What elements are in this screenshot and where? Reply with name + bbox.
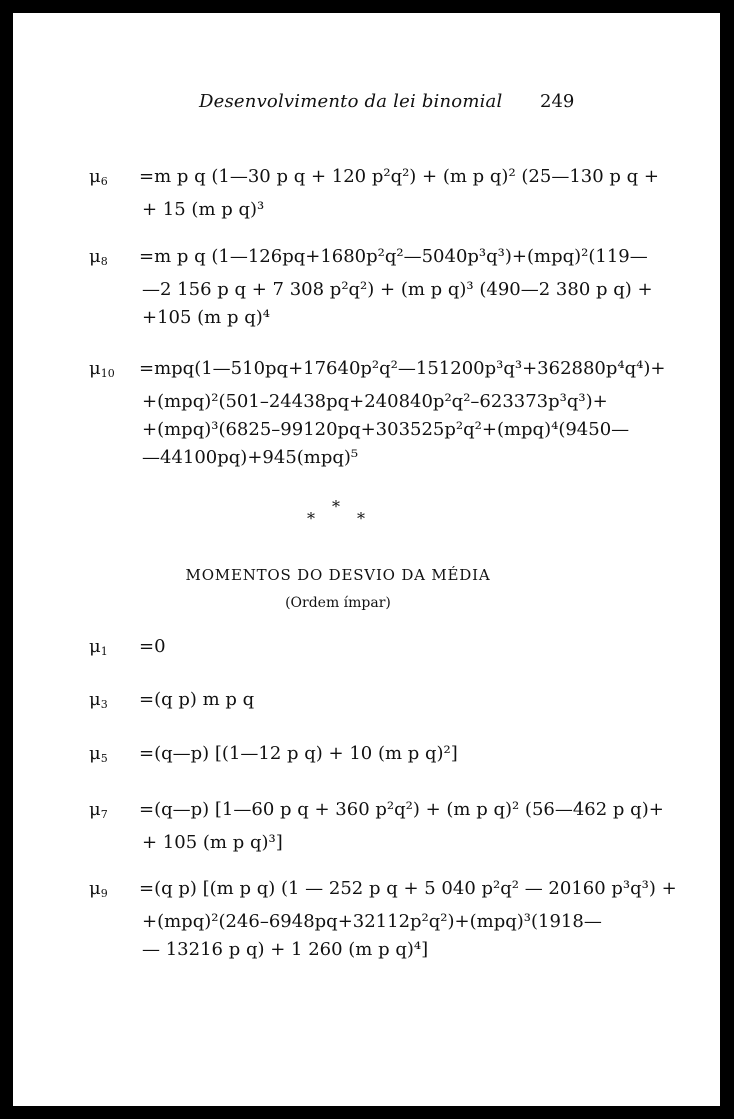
formula-mu6 (89, 163, 659, 224)
formula-line: — 13216 p q) + 1 260 (m p q)⁴] (142, 939, 429, 960)
formula-line: + 105 (m p q)³] (142, 832, 283, 853)
formula-line: $\mu_8 =m$ p q (1—126pq+1680p²q²—5040p³q³)+(mpq)²(119— (89, 243, 599, 276)
formula-line: $\mu_3 =(q$ p) m p q (89, 686, 599, 719)
section-title: MOMENTOS DO DESVIO DA MÉDIA (185, 566, 491, 584)
moment-symbol: $\mu_1$ (89, 636, 108, 658)
formula-line: $\mu_6 =m$ p q (1—30 p q + 120 p²q²) + (m p q)² (25—130 p q + (89, 163, 599, 196)
formula-mu1 (89, 633, 599, 666)
formula-mu8 (89, 243, 653, 332)
formula-line: $\mu_9 =(q$ p) [(m p q) (1 — 252 p q + 5 040 p²q² — 20160 p³q³) + (89, 875, 599, 908)
moment-symbol: $\mu_7$ (89, 799, 108, 821)
formula-line: $\mu_{10}$ =mpq(1—510pq+17640p²q²—151200p³q³+362880p⁴q⁴)+ (89, 355, 599, 388)
page-header (13, 91, 720, 121)
section-separator (13, 495, 720, 535)
moment-symbol: $\mu_3$ (89, 689, 108, 711)
formula-line: +(mpq)²(246–6948pq+32112p²q²)+(mpq)³(1918— (142, 911, 602, 932)
moment-symbol: $\mu_6$ (89, 166, 108, 188)
formula-line: $\mu_5$ =(q—p) [(1—12 p q) + 10 (m p q)²] (89, 740, 599, 773)
formula-line: —2 156 p q + 7 308 p²q²) + (m p q)³ (490—2 380 p q) + (142, 279, 653, 300)
formula-mu5 (89, 740, 599, 773)
asterisk: * (332, 497, 340, 516)
asterisk: * (307, 509, 315, 528)
formula-mu10 (89, 355, 666, 472)
formula-mu7 (89, 796, 664, 857)
section-subtitle: (Ordem ímpar) (285, 595, 391, 611)
formula-line: + 15 (m p q)³ (142, 199, 265, 220)
formula-line: $\mu_1 =0$ (89, 633, 599, 666)
page-number: 249 (540, 91, 575, 112)
running-title: Desenvolvimento da lei binomial (199, 91, 503, 112)
formula-line: $\mu_7$ =(q—p) [1—60 p q + 360 p²q²) + (m p q)² (56—462 p q)+ (89, 796, 599, 829)
formula-line: +(mpq)²(501–24438pq+240840p²q²–623373p³q³)+ (142, 391, 608, 412)
moment-symbol: $\mu_5$ (89, 743, 108, 765)
book-page (13, 13, 720, 1106)
formula-line: +105 (m p q)⁴ (142, 307, 270, 328)
moment-symbol: $\mu_9$ (89, 878, 108, 900)
moment-symbol: $\mu_{10}$ (89, 358, 115, 380)
formula-line: +(mpq)³(6825–99120pq+303525p²q²+(mpq)⁴(9450— (142, 419, 630, 440)
formula-mu3 (89, 686, 599, 719)
moment-symbol: $\mu_8$ (89, 246, 108, 268)
asterisk: * (357, 509, 365, 528)
formula-line: —44100pq)+945(mpq)⁵ (142, 447, 359, 468)
formula-mu9 (89, 875, 677, 964)
